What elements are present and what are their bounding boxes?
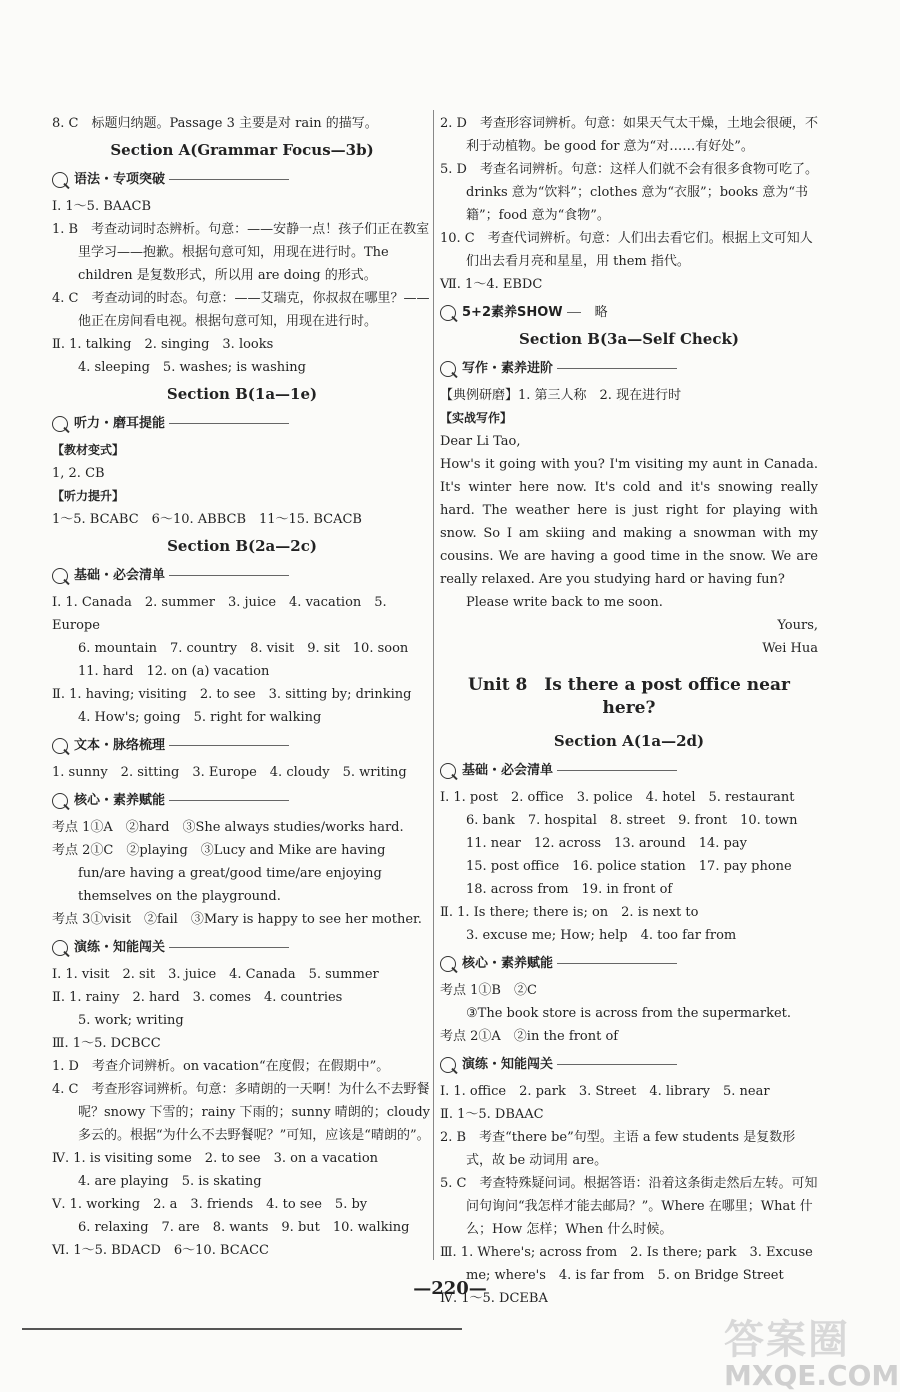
- bracket-label: 【教材变式】: [52, 443, 125, 457]
- left-column: [52, 112, 432, 1262]
- answer-line: 6. relaxing 7. are 8. wants 9. but 10. walking: [78, 1220, 410, 1235]
- section-heading: Section A(1a—2d): [553, 732, 705, 750]
- answer-line: 4. sleeping 5. washes; is washing: [78, 360, 306, 375]
- answer-line: Ⅱ. 1. having; visiting 2. to see 3. sitting by; drinking: [52, 687, 412, 702]
- category-bar: [440, 759, 818, 782]
- category-label: 演练・知能闯关: [74, 940, 166, 955]
- category-label: 演练・知能闯关: [462, 1057, 554, 1072]
- magnifier-icon: [440, 1057, 456, 1073]
- answer-line: 5. D 考查名词辨析。句意：这样人们就不会有很多食物可吃了。drinks 意为“饮料”；clothes 意为“衣服”；books 意为“书籍”；food 意为“食物”。: [440, 162, 818, 223]
- category-label: 语法・专项突破: [74, 172, 166, 187]
- answer-line: 15. post office 16. police station 17. pay phone: [466, 859, 792, 874]
- answer-line: Ⅶ. 1～4. EBDC: [440, 277, 543, 292]
- answer-line: Ⅴ. 1. working 2. a 3. friends 4. to see 5. by: [52, 1197, 368, 1212]
- answer-line: 1. D 考查介词辨析。on vacation“在度假；在假期中”。: [52, 1059, 390, 1074]
- answer-line: Ⅰ. 1. office 2. park 3. Street 4. library 5. near: [440, 1084, 770, 1099]
- answer-line: Ⅱ. 1. talking 2. singing 3. looks: [52, 337, 274, 352]
- answer-line: 5. work; writing: [78, 1013, 184, 1028]
- letter-closing: Please write back to me soon.: [466, 595, 663, 610]
- answer-line: 2. B 考查“there be”句型。主语 a few students 是复数形式，故 be 动词用 are。: [440, 1130, 796, 1168]
- answer-line: Ⅳ. 1. is visiting some 2. to see 3. on a vacation: [52, 1151, 379, 1166]
- category-label: 5+2素养SHOW: [462, 305, 563, 320]
- bracket-label: 【实战写作】: [440, 411, 513, 425]
- answer-line: Ⅰ. 1. post 2. office 3. police 4. hotel 5. restaurant: [440, 790, 795, 805]
- category-bar: [52, 564, 432, 587]
- letter-sign-off: Yours,: [777, 618, 818, 633]
- magnifier-icon: [440, 361, 456, 377]
- magnifier-icon: [440, 956, 456, 972]
- answer-line: ③The book store is across from the supermarket.: [466, 1006, 792, 1021]
- omitted-note: 略: [594, 305, 608, 320]
- category-bar: [52, 789, 432, 812]
- answer-line: 8. C 标题归纳题。Passage 3 主要是对 rain 的描写。: [52, 116, 378, 131]
- category-label: 核心・素养赋能: [74, 793, 166, 808]
- answer-line: Ⅲ. 1～5. DCBCC: [52, 1036, 161, 1051]
- watermark-logo: [724, 1308, 900, 1392]
- answer-line: Ⅱ. 1. rainy 2. hard 3. comes 4. countries: [52, 990, 343, 1005]
- category-label: 基础・必会清单: [462, 763, 554, 778]
- answer-line: Ⅰ. 1. Canada 2. summer 3. juice 4. vacation 5. Europe: [52, 595, 387, 633]
- section-heading: Section B(2a—2c): [167, 537, 317, 555]
- category-bar: [440, 952, 818, 975]
- watermark-url: MXQE.COM: [724, 1359, 900, 1392]
- footer-rule: [22, 1328, 462, 1330]
- answer-line: 11. hard 12. on (a) vacation: [78, 664, 270, 679]
- answer-line: 考点 1①B ②C: [440, 983, 537, 998]
- section-heading: Section A(Grammar Focus—3b): [110, 141, 374, 159]
- category-bar: [52, 734, 432, 757]
- letter-greeting: Dear Li Tao,: [440, 434, 521, 449]
- magnifier-icon: [52, 568, 68, 584]
- answer-line: 考点 3①visit ②fail ③Mary is happy to see her mother.: [52, 912, 422, 927]
- category-label: 核心・素养赋能: [462, 956, 554, 971]
- answer-line: Ⅰ. 1～5. BAACB: [52, 199, 152, 214]
- answer-line: 4. C 考查形容词辨析。句意：多晴朗的一天啊！为什么不去野餐呢？snowy 下雪的；rainy 下雨的；sunny 晴朗的；cloudy 多云的。根据“为什么不去野餐呢？”可知，应该是“晴朗的”。: [52, 1082, 431, 1143]
- unit-title: Unit 8 Is there a post office near here?: [468, 675, 790, 718]
- category-label: 听力・磨耳提能: [74, 416, 166, 431]
- answer-line: 4. How's; going 5. right for walking: [78, 710, 322, 725]
- answer-line: 1. sunny 2. sitting 3. Europe 4. cloudy 5. writing: [52, 765, 407, 780]
- answer-line: 考点 2①A ②in the front of: [440, 1029, 619, 1044]
- answer-line: 10. C 考查代词辨析。句意：人们出去看它们。根据上文可知人们出去看月亮和星星，用 them 指代。: [440, 231, 813, 269]
- answer-line: Ⅰ. 1. visit 2. sit 3. juice 4. Canada 5. summer: [52, 967, 379, 982]
- answer-line: 11. near 12. across 13. around 14. pay: [466, 836, 747, 851]
- section-heading: Section B(3a—Self Check): [519, 330, 739, 348]
- answer-line: 5. C 考查特殊疑问词。根据答语：沿着这条街走然后左转。可知问句询问“我怎样才能去邮局？”。Where 在哪里；What 什么；How 怎样；When 什么时候。: [440, 1176, 818, 1237]
- category-bar: [52, 936, 432, 959]
- category-label: 文本・脉络梳理: [74, 738, 166, 753]
- letter-signature: Wei Hua: [762, 641, 818, 656]
- column-divider: [433, 110, 434, 1260]
- answer-line: 1, 2. CB: [52, 466, 105, 481]
- answer-line: 6. bank 7. hospital 8. street 9. front 10. town: [466, 813, 798, 828]
- answer-line: 考点 1①A ②hard ③She always studies/works hard.: [52, 820, 404, 835]
- category-bar: [440, 301, 818, 324]
- magnifier-icon: [52, 793, 68, 809]
- answer-line: Ⅱ. 1～5. DBAAC: [440, 1107, 544, 1122]
- answer-line: 1～5. BCABC 6～10. ABBCB 11～15. BCACB: [52, 512, 362, 527]
- letter-body: How's it going with you? I'm visiting my aunt in Canada. It's winter here now. It's cold and it's snowing really hard. The weather here is just right for playing with snow. So I am skiing and making a snowman with my cousins. We are having a good time in the snow. We are really relaxed. Are you studying hard or having fun?: [440, 457, 818, 587]
- page-number: —220—: [413, 1278, 487, 1299]
- magnifier-icon: [52, 172, 68, 188]
- answer-line: 6. mountain 7. country 8. visit 9. sit 10. soon: [78, 641, 409, 656]
- magnifier-icon: [52, 738, 68, 754]
- magnifier-icon: [52, 416, 68, 432]
- answer-line: 【典例研磨】1. 第三人称 2. 现在进行时: [440, 388, 682, 403]
- answer-line: 4. are playing 5. is skating: [78, 1174, 262, 1189]
- magnifier-icon: [52, 940, 68, 956]
- category-bar: [440, 1053, 818, 1076]
- category-bar: [52, 412, 432, 435]
- answer-line: 3. excuse me; How; help 4. too far from: [466, 928, 737, 943]
- answer-line: Ⅳ. 1～5. DCEBA: [440, 1291, 548, 1306]
- answer-line: 2. D 考查形容词辨析。句意：如果天气太干燥，土地会很硬，不利于动植物。be good for 意为“对……有好处”。: [440, 116, 818, 154]
- answer-line: Ⅵ. 1～5. BDACD 6～10. BCACC: [52, 1243, 269, 1258]
- answer-line: 1. B 考查动词时态辨析。句意：——安静一点！孩子们正在教室里学习——抱歉。根据句意可知，用现在进行时。The children 是复数形式，所以用 are doing 的形式。: [52, 222, 430, 283]
- answer-line: Ⅱ. 1. Is there; there is; on 2. is next to: [440, 905, 699, 920]
- answer-line: 18. across from 19. in front of: [466, 882, 673, 897]
- bracket-label: 【听力提升】: [52, 489, 125, 503]
- watermark-text: 答案圈: [724, 1317, 850, 1363]
- category-label: 基础・必会清单: [74, 568, 166, 583]
- answer-line: Ⅲ. 1. Where's; across from 2. Is there; park 3. Excuse me; where's 4. is far from 5. on Bridge Street: [440, 1245, 813, 1283]
- answer-line: 考点 2①C ②playing ③Lucy and Mike are having fun/are having a great/good time/are enjoying themselves on the playground.: [52, 843, 386, 904]
- right-column: [440, 112, 818, 1310]
- category-bar: [440, 357, 818, 380]
- answer-line: 4. C 考查动词的时态。句意：——艾瑞克，你叔叔在哪里？——他正在房间看电视。根据句意可知，用现在进行时。: [52, 291, 430, 329]
- magnifier-icon: [440, 763, 456, 779]
- category-bar: [52, 168, 432, 191]
- category-label: 写作・素养进阶: [462, 361, 554, 376]
- magnifier-icon: [440, 305, 456, 321]
- section-heading: Section B(1a—1e): [166, 385, 318, 403]
